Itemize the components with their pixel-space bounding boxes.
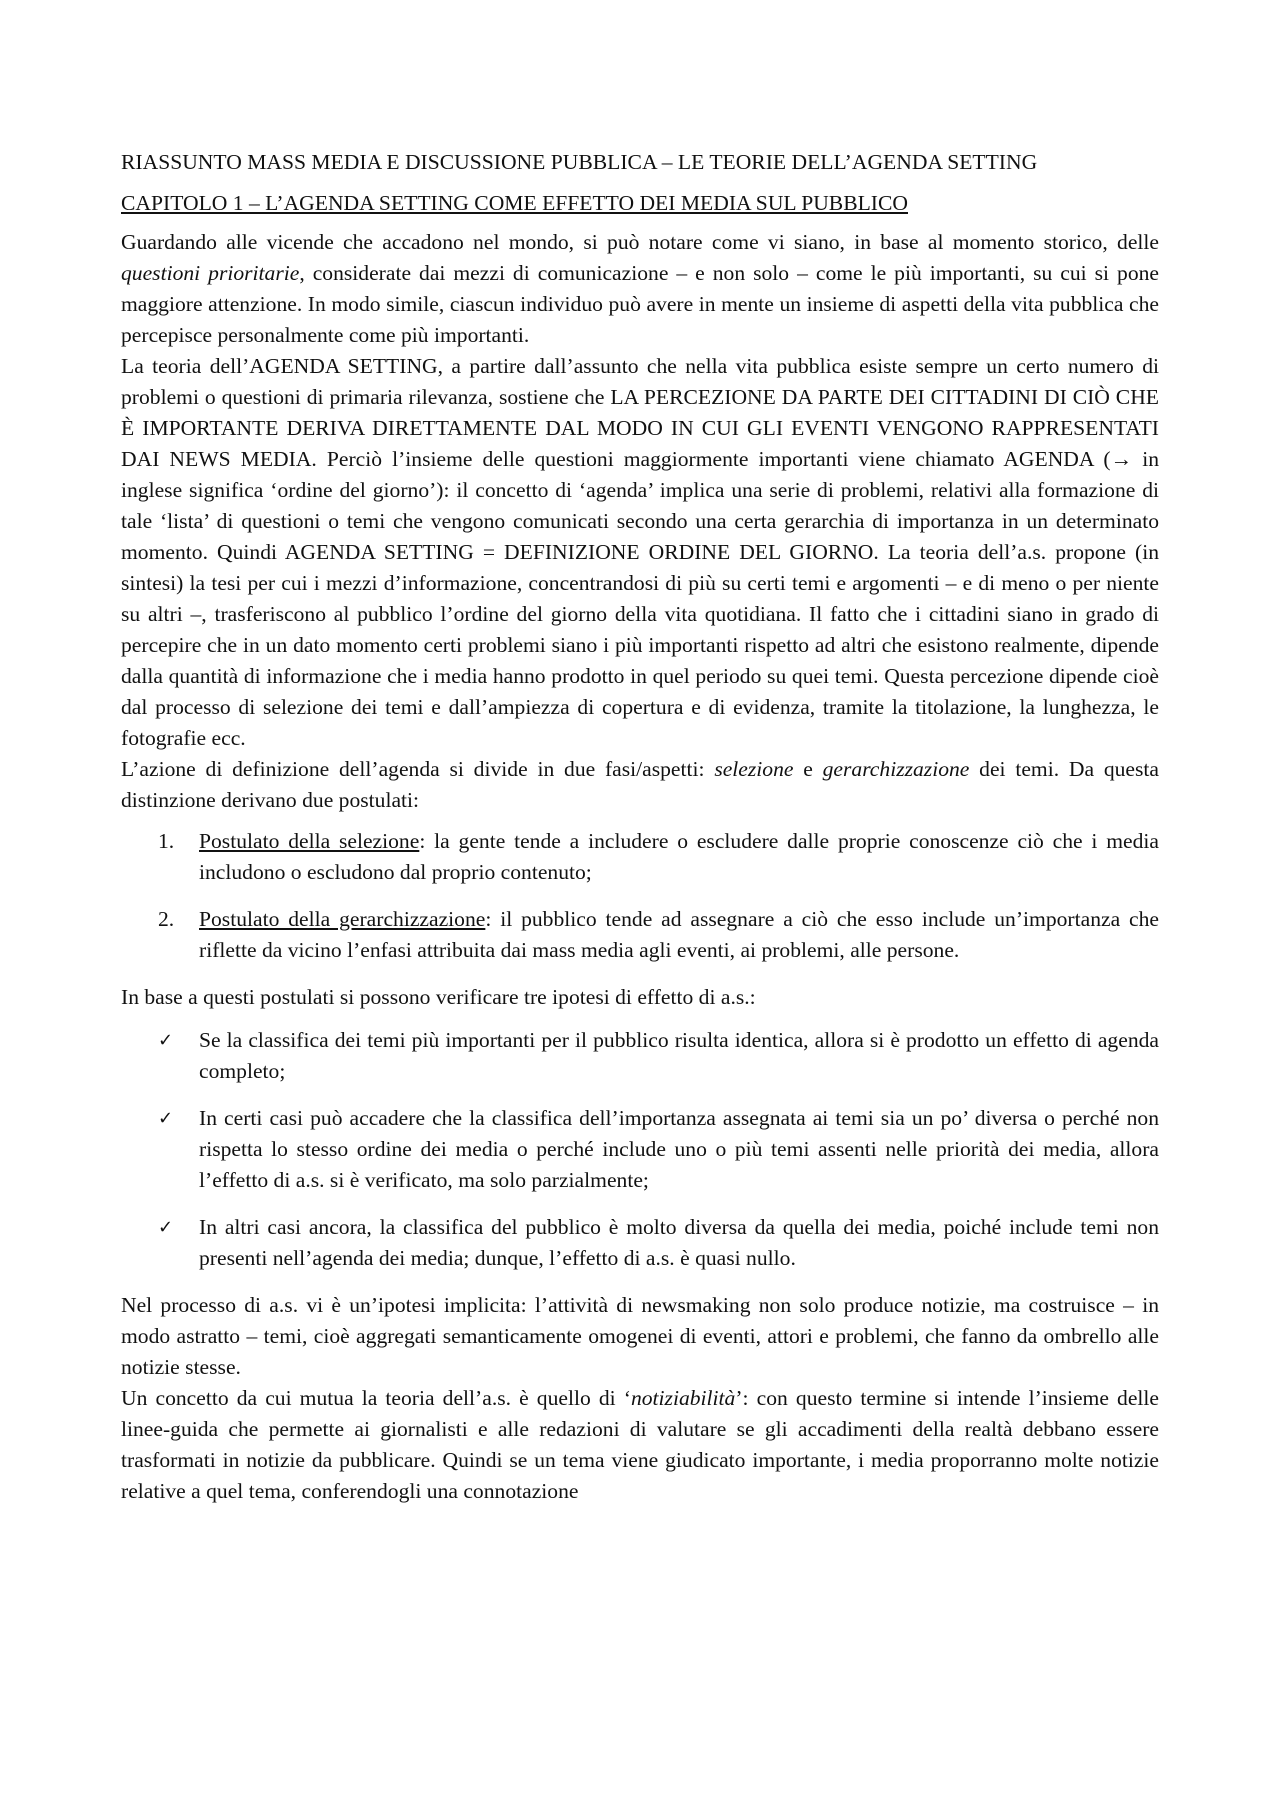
text-run: Guardando alle vicende che accadono nel mondo, si può notare come vi siano, in base al momento storico, delle <box>121 230 1159 254</box>
hypothesis-text: In certi casi può accadere che la classifica dell’importanza assegnata ai temi sia un po’ diversa o perché non rispetta lo stesso ordine dei media o perché include uno o più temi assenti nelle priorità dei media, allora l’effetto di a.s. si è verificato, ma solo parzialmente; <box>199 1106 1159 1192</box>
list-item <box>121 1025 1159 1087</box>
paragraph-agenda-setting-theory: La teoria dell’AGENDA SETTING, a partire dall’assunto che nella vita pubblica esiste sempre un certo numero di problemi o questioni di primaria rilevanza, sostiene che LA PERCEZIONE DA PARTE DEI CITTADINI DI CIÒ CHE È IMPORTANTE DERIVA DIRETTAMENTE DAL MODO IN CUI GLI EVENTI VENGONO RAPPRESENTATI DAI NEWS MEDIA. Perciò l’insieme delle questioni maggiormente importanti viene chiamato AGENDA (→ in inglese significa ‘ordine del giorno’): il concetto di ‘agenda’ implica una serie di problemi, relativi alla formazione di tale ‘lista’ di questioni o temi che vengono comunicati secondo una certa gerarchia di importanza in un determinato momento. Quindi AGENDA SETTING = DEFINIZIONE ORDINE DEL GIORNO. La teoria dell’a.s. propone (in sintesi) la tesi per cui i mezzi d’informazione, concentrandosi di più su certi temi e argomenti – e di meno o per niente su altri –, trasferiscono al pubblico l’ordine del giorno della vita quotidiana. Il fatto che i cittadini siano in grado di percepire che in un dato momento certi problemi siano i più importanti rispetto ad altri che esistono realmente, dipende dalla quantità di informazione che i media hanno prodotto in quel periodo su quei temi. Questa percezione dipende cioè dal processo di selezione dei temi e dall’ampiezza di copertura e di evidenza, tramite la titolazione, la lunghezza, le fotografie ecc. <box>121 354 1159 750</box>
text-run: L’azione di definizione dell’agenda si divide in due fasi/aspetti: <box>121 757 715 781</box>
text-run: ’: con questo termine si intende l’insieme delle linee-guida che permette ai giornalisti e alle redazioni di valutare se gli accadimenti della realtà debbano essere trasformati in notizie da pubblicare. Quindi se un tema viene giudicato importante, i media proporranno molte notizie relative a quel tema, conferendogli una connotazione <box>121 1386 1159 1503</box>
postulates-list <box>121 826 1159 966</box>
list-item <box>121 826 1159 888</box>
chapter-heading: CAPITOLO 1 – L’AGENDA SETTING COME EFFETTO DEI MEDIA SUL PUBBLICO <box>121 191 908 215</box>
document-title: RIASSUNTO MASS MEDIA E DISCUSSIONE PUBBLICA – LE TEORIE DELL’AGENDA SETTING <box>121 150 1038 174</box>
text-run: , considerate dai mezzi di comunicazione – e non solo – come le più importanti, su cui si pone maggiore attenzione. In modo simile, ciascun individuo può avere in mente un insieme di aspetti della vita pubblica che percepisce personalmente come più importanti. <box>121 261 1159 347</box>
text-run: e <box>793 757 823 781</box>
emphasis-text: gerarchizzazione <box>822 757 970 781</box>
paragraph-intro <box>121 227 1159 351</box>
hypotheses-list <box>121 1025 1159 1274</box>
checkmark-icon: ✓ <box>158 1030 174 1051</box>
text-run: dei temi. Da questa distinzione derivano due postulati: <box>121 757 1159 812</box>
paragraph-newsmaking: Nel processo di a.s. vi è un’ipotesi implicita: l’attività di newsmaking non solo produce notizie, ma costruisce – in modo astratto – temi, cioè aggregati semanticamente omogenei di eventi, attori e problemi, che fanno da ombrello alle notizie stesse. <box>121 1293 1159 1379</box>
hypothesis-text: Se la classifica dei temi più importanti per il pubblico risulta identica, allora si è prodotto un effetto di agenda completo; <box>199 1028 1159 1083</box>
list-item <box>121 1103 1159 1196</box>
postulate-term: Postulato della selezione <box>199 829 420 853</box>
checkmark-icon: ✓ <box>158 1217 174 1238</box>
hypothesis-text: In altri casi ancora, la classifica del pubblico è molto diversa da quella dei media, poiché include temi non presenti nell’agenda dei media; dunque, l’effetto di a.s. è quasi nullo. <box>199 1215 1159 1270</box>
emphasis-text: selezione <box>714 757 794 781</box>
postulate-term: Postulato della gerarchizzazione <box>199 907 486 931</box>
paragraph-hypotheses-intro: In base a questi postulati si possono verificare tre ipotesi di effetto di a.s.: <box>121 985 756 1009</box>
list-number: 1. <box>158 829 175 853</box>
paragraph-notiziabilita <box>121 1383 1159 1507</box>
emphasis-text: questioni prioritarie <box>121 261 300 285</box>
text-run: Un concetto da cui mutua la teoria dell’a.s. è quello di ‘ <box>121 1386 631 1410</box>
list-number: 2. <box>158 907 175 931</box>
list-item <box>121 1212 1159 1274</box>
paragraph-two-phases <box>121 754 1159 816</box>
checkmark-icon: ✓ <box>158 1108 174 1129</box>
emphasis-text: notiziabilità <box>630 1386 736 1410</box>
list-item <box>121 904 1159 966</box>
postulate-text: : la gente tende a includere o escludere dalle proprie conoscenze ciò che i media includono o escludono dal proprio contenuto; <box>199 829 1159 884</box>
postulate-text: : il pubblico tende ad assegnare a ciò che esso include un’importanza che riflette da vicino l’enfasi attribuita dai mass media agli eventi, ai problemi, alle persone. <box>199 907 1159 962</box>
